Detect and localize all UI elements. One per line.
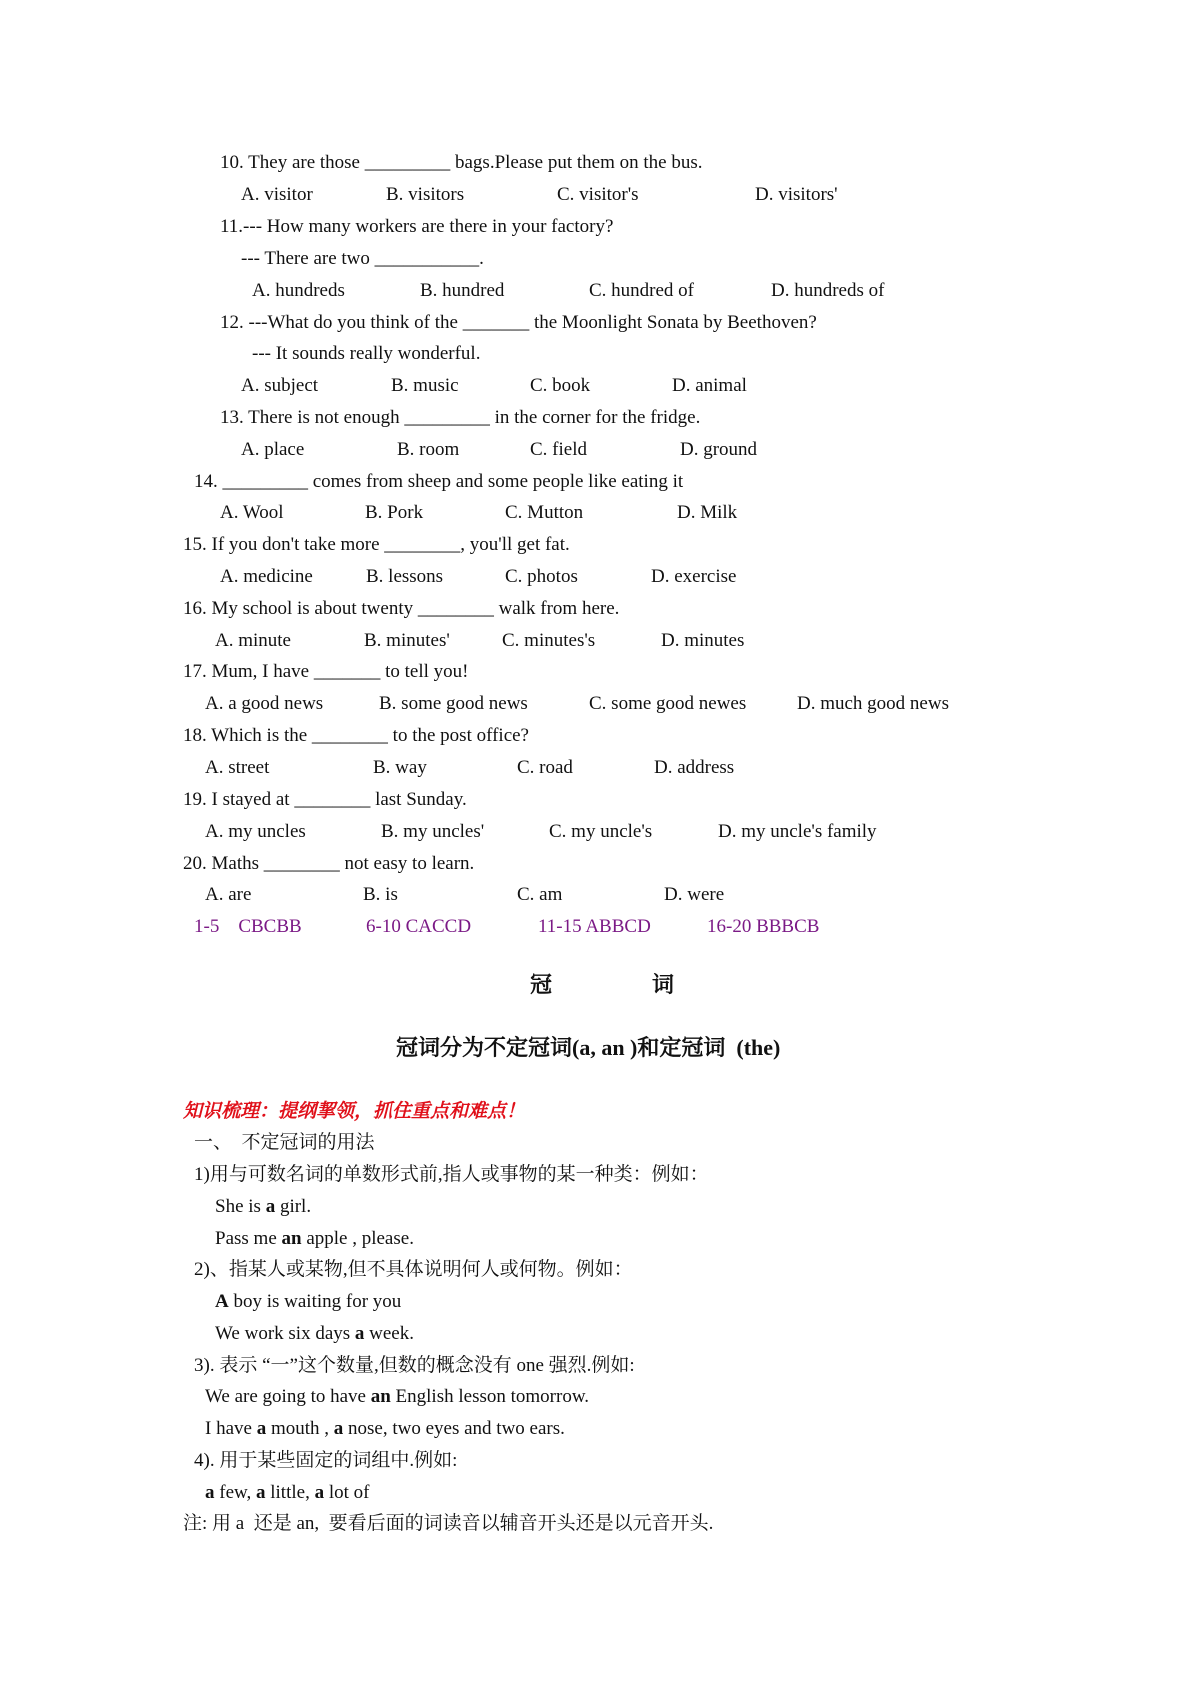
- question-stem: 13. There is not enough _________ in the corner for the fridge.: [220, 407, 701, 428]
- question-stem: 18. Which is the ________ to the post office?: [183, 725, 529, 746]
- option: C. road: [517, 757, 573, 778]
- option: B. minutes': [364, 630, 450, 651]
- option: B. Pork: [365, 502, 424, 523]
- option: D. hundreds of: [771, 280, 885, 301]
- rule-text: 1)用与可数名词的单数形式前,指人或事物的某一种类：例如：: [194, 1164, 709, 1185]
- option: B. some good news: [379, 693, 528, 714]
- option: C. visitor's: [557, 184, 639, 205]
- example-line: a few, a little, a lot of: [205, 1482, 370, 1503]
- question-stem: 10. They are those _________ bags.Please put them on the bus.: [220, 152, 703, 173]
- question-stem: 17. Mum, I have _______ to tell you!: [183, 661, 469, 682]
- option: C. photos: [505, 566, 578, 587]
- option: B. music: [391, 375, 459, 396]
- option: A. place: [241, 439, 305, 460]
- answer-key: 11-15 ABBCD: [538, 916, 651, 937]
- section-title-char: 冠: [530, 972, 553, 997]
- question-stem: 15. If you don't take more ________, you'll get fat.: [183, 534, 570, 555]
- option: A. a good news: [205, 693, 324, 714]
- option: B. room: [397, 439, 460, 460]
- example-line: A boy is waiting for you: [215, 1291, 402, 1312]
- example-line: I have a mouth , a nose, two eyes and two ears.: [205, 1418, 565, 1439]
- option: A. minute: [215, 630, 291, 651]
- option: D. animal: [672, 375, 747, 396]
- option: D. ground: [680, 439, 758, 460]
- answer-key: 1-5 CBCBB: [194, 916, 302, 937]
- option: C. am: [517, 884, 563, 905]
- option: C. minutes's: [502, 630, 596, 651]
- option: A. subject: [241, 375, 319, 396]
- option: B. hundred: [420, 280, 505, 301]
- option: D. were: [664, 884, 725, 905]
- option: A. medicine: [220, 566, 313, 587]
- option: C. book: [530, 375, 591, 396]
- option: C. Mutton: [505, 502, 584, 523]
- example-line: We are going to have an English lesson tomorrow.: [205, 1386, 590, 1407]
- question-stem: 14. _________ comes from sheep and some people like eating it: [194, 471, 684, 492]
- option: C. some good newes: [589, 693, 747, 714]
- example-line: She is a girl.: [215, 1196, 312, 1217]
- option: A. hundreds: [252, 280, 345, 301]
- option: A. street: [205, 757, 270, 778]
- option: D. visitors': [755, 184, 838, 205]
- note-text: 注: 用 a 还是 an, 要看后面的词读音以辅音开头还是以元音开头.: [183, 1513, 714, 1534]
- option: D. address: [654, 757, 735, 778]
- question-stem: 12. ---What do you think of the _______ the Moonlight Sonata by Beethoven?: [220, 312, 817, 333]
- option: C. my uncle's: [549, 821, 653, 842]
- rule-text: 2)、指某人或某物,但不具体说明何人或何物。例如：: [194, 1259, 633, 1280]
- question-stem: 16. My school is about twenty ________ walk from here.: [183, 598, 620, 619]
- option: D. exercise: [651, 566, 737, 587]
- option: A. visitor: [241, 184, 313, 205]
- option: A. my uncles: [205, 821, 306, 842]
- part-heading: 一、 不定冠词的用法: [194, 1132, 375, 1153]
- question-stem-reply: --- There are two ___________.: [241, 248, 484, 269]
- question-stem: 11.--- How many workers are there in your factory?: [220, 216, 614, 237]
- option: B. visitors: [386, 184, 465, 205]
- section-title-char: 词: [652, 972, 675, 997]
- question-stem-reply: --- It sounds really wonderful.: [252, 343, 481, 364]
- example-line: We work six days a week.: [215, 1323, 414, 1344]
- option: B. my uncles': [381, 821, 485, 842]
- knowledge-tip: 知识梳理：提纲挈领，抓住重点和难点！: [183, 1101, 526, 1122]
- rule-text: 4). 用于某些固定的词组中.例如:: [194, 1450, 458, 1471]
- option: D. much good news: [797, 693, 949, 714]
- option: B. lessons: [366, 566, 444, 587]
- section-subtitle: 冠词分为不定冠词(a, an )和定冠词 (the): [396, 1035, 781, 1060]
- option: A. are: [205, 884, 252, 905]
- answer-key: 16-20 BBBCB: [707, 916, 820, 937]
- option: C. field: [530, 439, 587, 460]
- option: D. Milk: [677, 502, 738, 523]
- example-line: Pass me an apple , please.: [215, 1228, 414, 1249]
- option: A. Wool: [220, 502, 284, 523]
- answer-key: 6-10 CACCD: [366, 916, 472, 937]
- option: D. minutes: [661, 630, 745, 651]
- question-stem: 20. Maths ________ not easy to learn.: [183, 853, 475, 874]
- option: C. hundred of: [589, 280, 695, 301]
- option: B. way: [373, 757, 427, 778]
- option: D. my uncle's family: [718, 821, 877, 842]
- rule-text: 3). 表示 “一”这个数量,但数的概念没有 one 强烈.例如:: [194, 1355, 635, 1376]
- question-stem: 19. I stayed at ________ last Sunday.: [183, 789, 467, 810]
- option: B. is: [363, 884, 398, 905]
